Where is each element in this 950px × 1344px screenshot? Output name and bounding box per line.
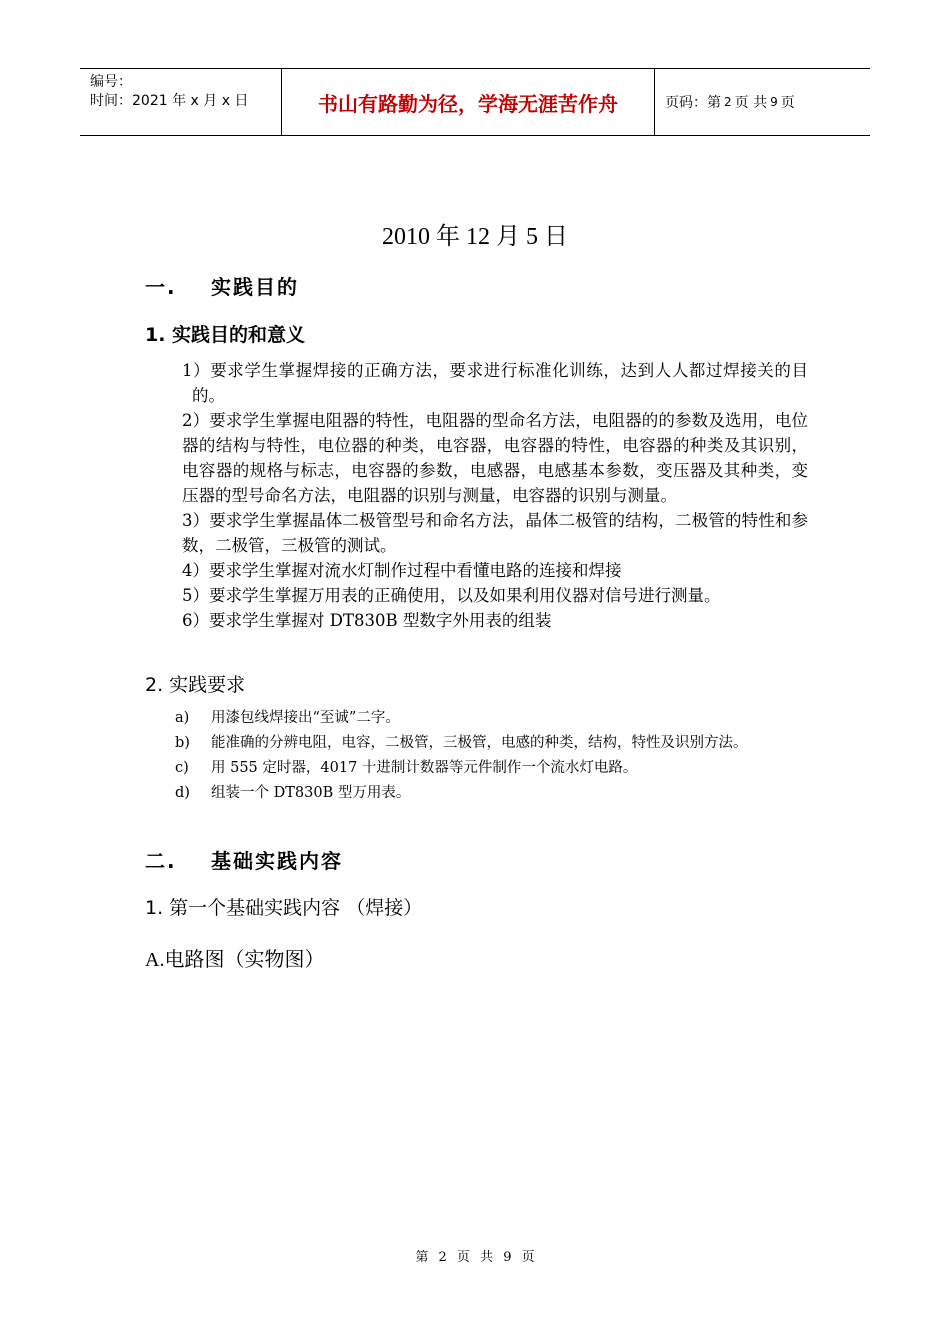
section-2-heading xyxy=(145,845,810,874)
list-item-text: 能准确的分辨电阻，电容，二极管，三极管，电感的种类，结构，特性及识别方法。 xyxy=(211,735,748,751)
page-header xyxy=(80,68,870,136)
objective-item: 3）要求学生掌握晶体二极管型号和命名方法，晶体二极管的结构，二极管的特性和参数，二极管，三极管的测试。 xyxy=(182,511,808,555)
subsection-1-2-title: 2. 实践要求 xyxy=(145,674,246,696)
list-item-text: 组装一个 DT830B 型万用表。 xyxy=(211,785,411,801)
page-footer: 第 2 页 共 9 页 xyxy=(415,1250,535,1265)
list-item-label: d) xyxy=(175,785,190,801)
page-prefix: 页码：第 xyxy=(665,95,721,111)
list-item-text: 用 555 定时器，4017 十进制计数器等元件制作一个流水灯电路。 xyxy=(211,760,638,776)
subsection-2-1-title: 1. 第一个基础实践内容 （焊接） xyxy=(145,897,423,919)
objective-item: 4）要求学生掌握对流水灯制作过程中看懂电路的连接和焊接 xyxy=(182,561,622,580)
list-item xyxy=(175,781,810,806)
section-2-number: 二. xyxy=(145,849,177,873)
objective-item: 6）要求学生掌握对 DT830B 型数字外用表的组装 xyxy=(182,611,552,630)
list-item-text: 用漆包线焊接出“至诚”二字。 xyxy=(211,710,400,726)
page-mid: 页 共 xyxy=(734,95,768,111)
objective-item: 5）要求学生掌握万用表的正确使用，以及如果利用仪器对信号进行测量。 xyxy=(182,586,721,605)
header-page-info xyxy=(655,69,870,135)
section-2-title: 基础实践内容 xyxy=(211,849,343,873)
requirements-list xyxy=(175,706,810,806)
section-1-number: 一. xyxy=(145,275,177,299)
list-item-label: c) xyxy=(175,760,189,776)
page-total: 9 xyxy=(770,95,778,109)
list-item xyxy=(175,731,810,756)
objective-item: 2）要求学生掌握电阻器的特性，电阻器的型命名方法，电阻器的的参数及选用，电位器的结构与特性，电位器的种类，电容器，电容器的特性，电容器的种类及其识别，电容器的规格与标志，电容器的参数，电感器，电感基本参数，变压器及其种类，变压器的型号命名方法，电阻器的识别与测量，电容器的识别与测量。 xyxy=(182,411,808,505)
list-item-label: a) xyxy=(175,710,190,726)
subsection-2-a-title: A.电路图（实物图） xyxy=(145,949,325,971)
page-suffix: 页 xyxy=(780,95,795,111)
document-date: 2010 年 12 月 5 日 xyxy=(382,224,568,250)
page-current: 2 xyxy=(724,95,732,109)
list-item xyxy=(175,706,810,731)
objective-item: 1）要求学生掌握焊接的正确方法，要求进行标准化训练，达到人人都过焊接关的目的。 xyxy=(182,361,808,405)
objectives-list xyxy=(182,358,808,633)
list-item-label: b) xyxy=(175,735,190,751)
serial-label: 编号： xyxy=(90,74,132,90)
subsection-1-1-title: 1. 实践目的和意义 xyxy=(145,324,306,346)
time-label: 时间：2021 年 x 月 x 日 xyxy=(90,93,249,109)
section-1-title: 实践目的 xyxy=(211,275,299,299)
list-item xyxy=(175,756,810,781)
header-motto: 书山有路勤为径，学海无涯苦作舟 xyxy=(281,69,655,135)
header-info-cell xyxy=(80,69,281,135)
section-1-heading xyxy=(145,271,810,300)
